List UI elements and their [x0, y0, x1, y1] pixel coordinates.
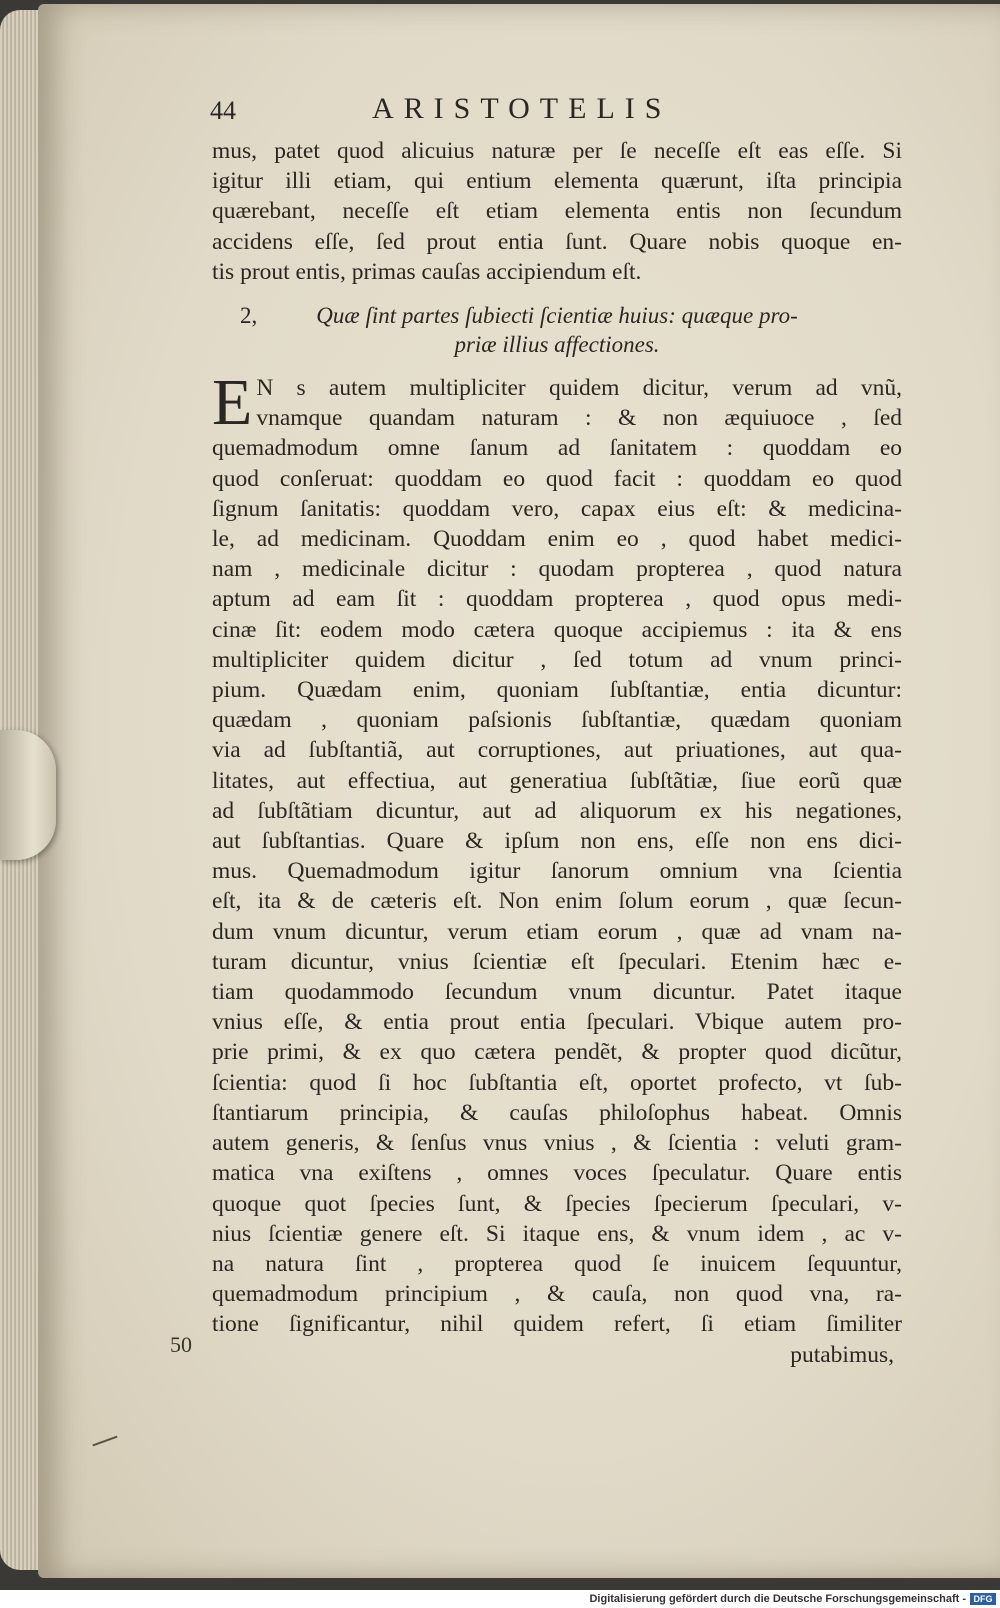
section-heading: [212, 301, 902, 359]
text-line: ad ſubſtãtiam dicuntur, aut ad aliquorum ex his negationes,: [212, 797, 902, 824]
text-line: accidens eſſe, ſed prout entia ſunt. Quare nobis quoque en-: [212, 228, 902, 255]
drop-cap: E: [212, 366, 253, 440]
text-line: quædam , quoniam paſsionis ſubſtantiæ, quædam quoniam: [212, 707, 902, 734]
page-number: 44: [210, 96, 236, 125]
opening-paragraph: [212, 136, 902, 287]
margin-line-number: 50: [170, 1332, 192, 1357]
catchword: putabimus,: [790, 1341, 894, 1368]
text-line: turam dicuntur, vnius ſcientiæ eſt ſpeculari. Etenim hæc e-: [212, 948, 902, 975]
bookmark-ribbon: [0, 730, 56, 860]
text-line: multipliciter quidem dicitur , ſed totum ad vnum princi-: [212, 646, 902, 673]
text-line: tiam quodammodo ſecundum vnum dicuntur. Patet itaque: [212, 979, 902, 1006]
text-line: quod conſeruat: quoddam eo quod facit : quoddam eo quod: [212, 465, 902, 492]
text-line: aptum ad eam ſit : quoddam propterea , quod opus medi-: [212, 586, 902, 613]
text-line: prie primi, & ex quo cætera pendẽt, & propter quod dicũtur,: [212, 1039, 902, 1066]
running-title: ARISTOTELIS: [372, 92, 672, 125]
text-line: N s autem multipliciter quidem dicitur, verum ad vnũ,: [256, 375, 902, 402]
text-line: pium. Quædam enim, quoniam ſubſtantiæ, entia dicuntur:: [212, 677, 902, 704]
main-paragraph: [212, 366, 902, 1370]
text-line: le, ad medicinam. Quoddam enim eo , quod habet medici-: [212, 526, 902, 553]
text-line: litates, aut effectiua, aut generatiua ſubſtãtiæ, ſiue eorũ quæ: [212, 767, 902, 794]
text-line: nius ſcientiæ genere eſt. Si itaque ens, & vnum idem , ac v-: [212, 1220, 902, 1247]
text-line: ſcientia: quod ſi hoc ſubſtantia eſt, oportet profecto, vt ſub-: [212, 1069, 902, 1096]
text-line: quoque quot ſpecies ſunt, & ſpecies ſpecierum ſpeculari, v-: [212, 1190, 902, 1217]
section-heading-line: priæ illius affectiones.: [454, 332, 660, 358]
text-line: na natura ſint , propterea quod ſe inuicem ſequuntur,: [212, 1250, 902, 1277]
text-line: via ad ſubſtantiã, aut corruptiones, aut priuationes, aut qua-: [212, 737, 902, 764]
text-line: igitur illi etiam, qui entium elementa quærunt, iſta principia: [212, 168, 902, 195]
text-line: dum vnum dicuntur, verum etiam eorum , quæ ad vnam na-: [212, 918, 902, 945]
text-line: tione ſignificantur, nihil quidem refert, ſi etiam ſimiliter: [212, 1311, 902, 1338]
dfg-logo-icon: DFG: [970, 1593, 996, 1605]
text-line: eſt, ita & de cæteris eſt. Non enim ſolum eorum , quæ ſecun-: [212, 888, 902, 915]
text-line: vnamque quandam naturam : & non æquiuoce , ſed: [256, 405, 902, 432]
text-line: cinæ ſit: eodem modo cætera quoque accipiemus : ita & ens: [212, 616, 902, 643]
text-line: autem generis, & ſenſus vnus vnius , & ſcientia : veluti gram-: [212, 1130, 902, 1157]
section-heading-line: Quæ ſint partes ſubiecti ſcientiæ huius: quæque pro-: [316, 303, 798, 329]
text-line: ſtantiarum principia, & cauſas philoſophus habeat. Omnis: [212, 1099, 902, 1126]
text-line: nam , medicinale dicitur : quodam propterea , quod natura: [212, 556, 902, 583]
funding-notice: Digitalisierung gefördert durch die Deutsche Forschungsgemeinschaft -: [589, 1593, 966, 1605]
text-line: quærebant, neceſſe eſt etiam elementa entis non ſecundum: [212, 198, 902, 225]
text-line: quemadmodum omne ſanum ad ſanitatem : quoddam eo: [212, 435, 902, 462]
text-line: aut ſubſtantias. Quare & ipſum non ens, eſſe non ens dici-: [212, 828, 902, 855]
text-line: mus. Quemadmodum igitur ſanorum omnium vna ſcientia: [212, 858, 902, 885]
text-line: ſignum ſanitatis: quoddam vero, capax eius eſt: & medicina-: [212, 495, 902, 522]
running-head: [212, 92, 902, 136]
text-block: [212, 92, 902, 1370]
text-line: vnius eſſe, & entia prout entia ſpeculari. Vbique autem pro-: [212, 1009, 902, 1036]
text-line: quemadmodum principium , & cauſa, non quod vna, ra-: [212, 1281, 902, 1308]
text-line: tis prout entis, primas cauſas accipiendum eſt.: [212, 258, 642, 285]
text-line: mus, patet quod alicuius naturæ per ſe neceſſe eſt eas eſſe. Si: [212, 138, 902, 164]
section-number: 2,: [240, 303, 258, 329]
footer-bar: [0, 1590, 1000, 1608]
text-line: matica vna exiſtens , omnes voces ſpeculatur. Quare entis: [212, 1160, 902, 1187]
